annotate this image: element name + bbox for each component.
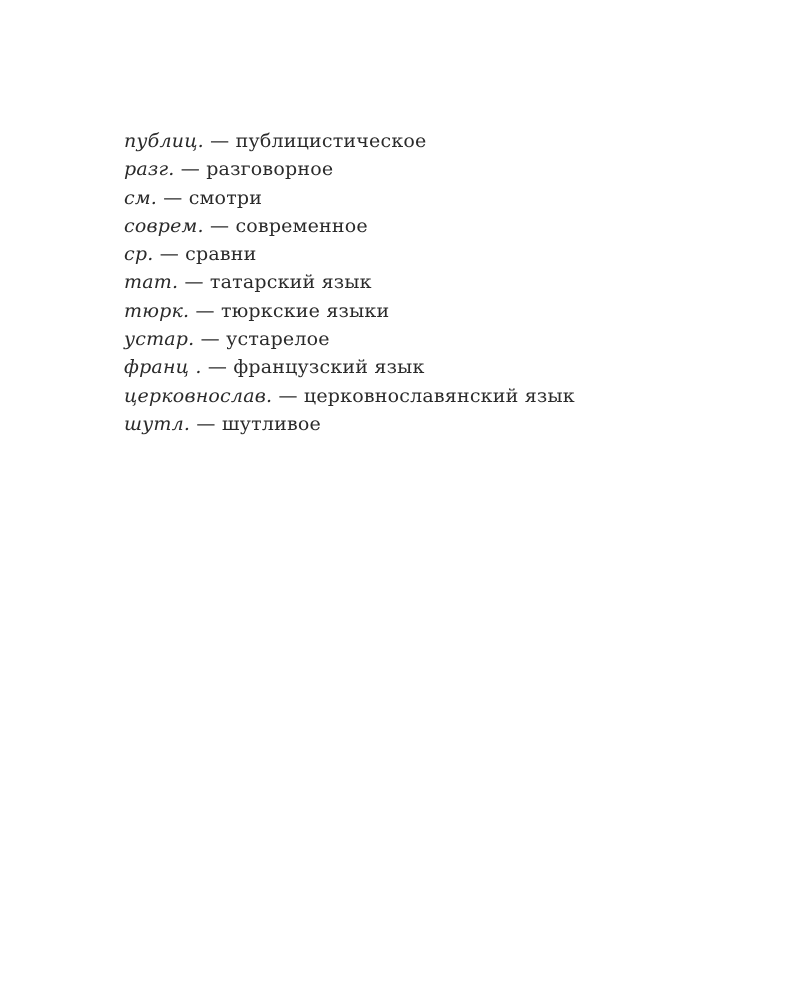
entry-separator: — xyxy=(189,299,221,322)
abbreviation-meaning: шутливое xyxy=(221,412,321,435)
abbreviation-meaning: татарский язык xyxy=(209,271,372,294)
abbreviation-entry xyxy=(124,353,575,381)
abbreviation-meaning: французский язык xyxy=(233,356,425,379)
entry-separator: — xyxy=(153,243,186,266)
abbreviation-term: см. xyxy=(124,186,158,209)
abbreviation-meaning: тюркские языки xyxy=(220,299,390,322)
abbreviation-meaning: смотри xyxy=(188,186,263,209)
abbreviation-term: тюрк. xyxy=(124,299,190,322)
entry-separator: — xyxy=(178,271,210,294)
abbreviation-entry xyxy=(124,212,575,240)
abbreviation-meaning: разговорное xyxy=(206,158,334,181)
entry-separator: — xyxy=(190,412,222,435)
entry-separator: — xyxy=(203,130,236,152)
entry-separator: — xyxy=(203,214,236,237)
abbreviation-entry xyxy=(124,184,575,212)
abbreviation-entry xyxy=(124,127,575,155)
abbreviation-term: тат. xyxy=(124,271,179,294)
abbreviation-term: шутл. xyxy=(124,412,191,435)
entry-separator: — xyxy=(174,158,207,181)
abbreviation-entry xyxy=(124,410,575,438)
abbreviation-term: соврем. xyxy=(124,214,204,237)
abbreviation-entry xyxy=(124,268,575,296)
abbreviation-term: устар. xyxy=(124,328,195,351)
abbreviation-entry xyxy=(124,297,575,325)
abbreviation-entry xyxy=(124,382,575,410)
entry-separator: — xyxy=(157,186,189,209)
abbreviation-entry xyxy=(124,325,575,353)
abbreviation-entry xyxy=(124,155,575,183)
entry-separator: — xyxy=(272,384,304,407)
entry-separator: — xyxy=(201,356,234,379)
abbreviation-meaning: современное xyxy=(235,214,368,237)
abbreviation-term: церковнослав. xyxy=(124,384,273,407)
abbreviation-term: разг. xyxy=(124,158,175,181)
abbreviation-term: публиц. xyxy=(124,130,204,152)
abbreviation-entry xyxy=(124,240,575,268)
abbreviation-meaning: публицистическое xyxy=(235,130,427,152)
abbreviation-meaning: церковнославянский язык xyxy=(303,384,575,407)
abbreviation-list xyxy=(124,127,575,438)
abbreviation-meaning: устарелое xyxy=(226,328,330,351)
abbreviation-term: франц . xyxy=(124,356,202,379)
abbreviation-meaning: сравни xyxy=(185,243,257,266)
abbreviation-term: ср. xyxy=(124,243,154,266)
entry-separator: — xyxy=(194,328,227,351)
